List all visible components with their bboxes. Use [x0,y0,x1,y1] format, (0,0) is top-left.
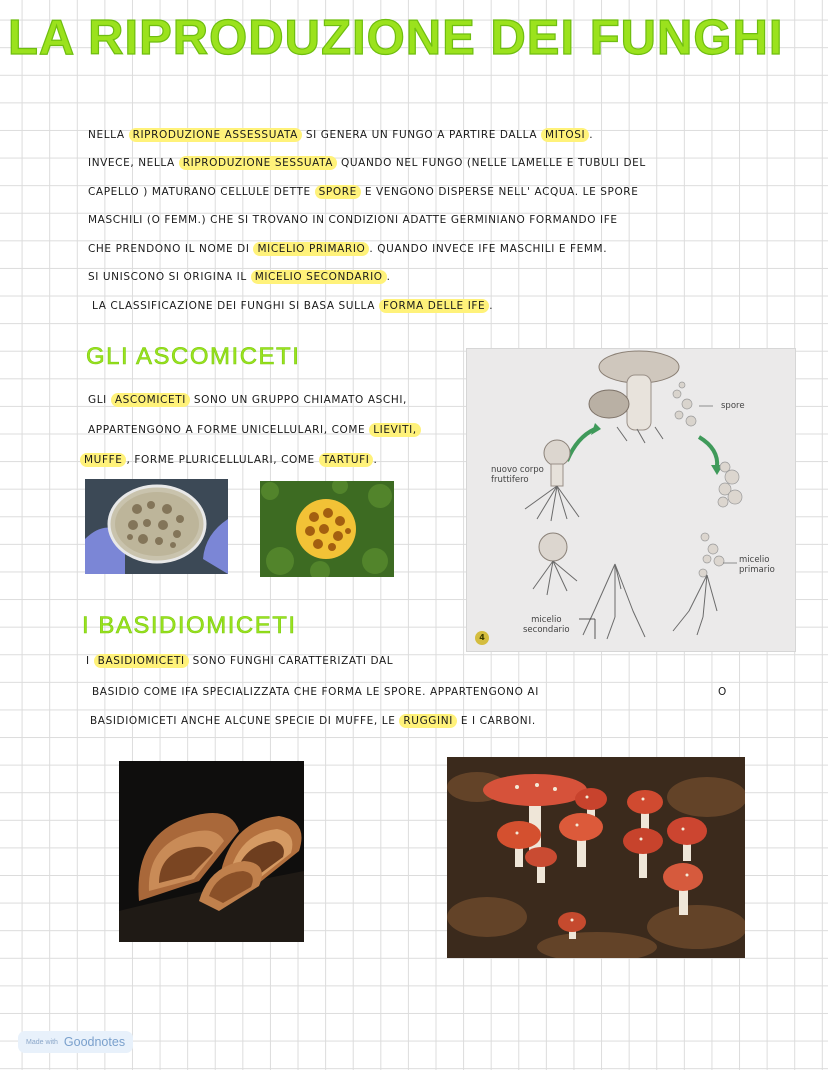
highlight: RIPRODUZIONE SESSUATA [179,156,337,170]
ascomiceti-line-1: GLI ASCOMICETI SONO UN GRUPPO CHIAMATO ASCHI, [88,394,407,406]
basidiomiceti-heading: I BASIDIOMICETI [82,612,297,639]
intro-line-7: LA CLASSIFICAZIONE DEI FUNGHI SI BASA SULLA FORMA DELLE IFE . [92,300,494,312]
ascomiceti-line-3: MUFFE , FORME PLURICELLULARI, COME TARTUFI . [80,454,377,467]
ascomiceti-heading: GLI ASCOMICETI [86,343,301,370]
amanita-photo [447,757,745,958]
basidiomiceti-line-3: BASIDIOMICETI ANCHE ALCUNE SPECIE DI MUFFE, LE RUGGINI E I CARBONI. [90,715,536,727]
label-nuovo-corpo: nuovo corpo fruttifero [491,465,544,486]
life-cycle-diagram [466,348,796,652]
watermark-brand: Goodnotes [63,1035,126,1049]
highlight: MICELIO PRIMARIO [253,242,369,256]
intro-line-2: INVECE, NELLA RIPRODUZIONE SESSUATA QUANDO NEL FUNGO (NELLE LAMELLE E TUBULI DEL [88,157,646,169]
highlight: SPORE [315,185,361,199]
goodnotes-watermark [18,1031,133,1053]
intro-line-4: MASCHILI (O FEMM.) CHE SI TROVANO IN CONDIZIONI ADATTE GERMINIANO FORMANDO IFE [88,214,618,226]
highlight: ASCOMICETI [111,393,190,407]
highlight: LIEVITI, [369,423,421,437]
page-title: LA RIPRODUZIONE DEI FUNGHI [8,11,784,65]
label-micelio-secondario: micelio secondario [523,615,570,636]
figure-number-badge: 4 [475,631,489,645]
petri-dish-photo [85,479,228,574]
label-spore: spore [721,401,745,411]
intro-line-3: CAPELLO ) MATURANO CELLULE DETTE SPORE E VENGONO DISPERSE NELL' ACQUA. LE SPORE [88,186,639,198]
intro-line-5: CHE PRENDONO IL NOME DI MICELIO PRIMARIO . QUANDO INVECE IFE MASCHILI E FEMM. [88,243,608,255]
basidiomiceti-line-2: BASIDIO COME IFA SPECIALIZZATA CHE FORMA LE SPORE. APPARTENGONO AI [92,686,539,698]
ascomiceti-line-2: APPARTENGONO A FORME UNICELLULARI, COME LIEVITI, [88,424,421,437]
intro-line-1: NELLA RIPRODUZIONE ASSESSUATA SI GENERA UN FUNGO A PARTIRE DALLA MITOSI . [88,129,594,141]
mushroom-photo-yellow [260,481,394,577]
watermark-made-with: Made with [26,1038,58,1046]
bracket-fungus-photo [119,761,304,942]
highlight: TARTUFI [319,453,374,467]
highlight: RIPRODUZIONE ASSESSUATA [129,128,302,142]
basidiomiceti-stray-mark: O [718,686,727,698]
highlight: MUFFE [80,453,126,467]
highlight: RUGGINI [399,714,457,728]
highlight: MICELIO SECONDARIO [251,270,387,284]
intro-line-6: SI UNISCONO SI ORIGINA IL MICELIO SECONDARIO . [88,271,391,283]
highlight: BASIDIOMICETI [94,654,189,668]
basidiomiceti-line-1: I BASIDIOMICETI SONO FUNGHI CARATTERIZATI DAL [86,655,394,667]
highlight: FORMA DELLE IFE [379,299,489,313]
label-micelio-primario: micelio primario [739,555,775,576]
highlight: MITOSI [541,128,589,142]
